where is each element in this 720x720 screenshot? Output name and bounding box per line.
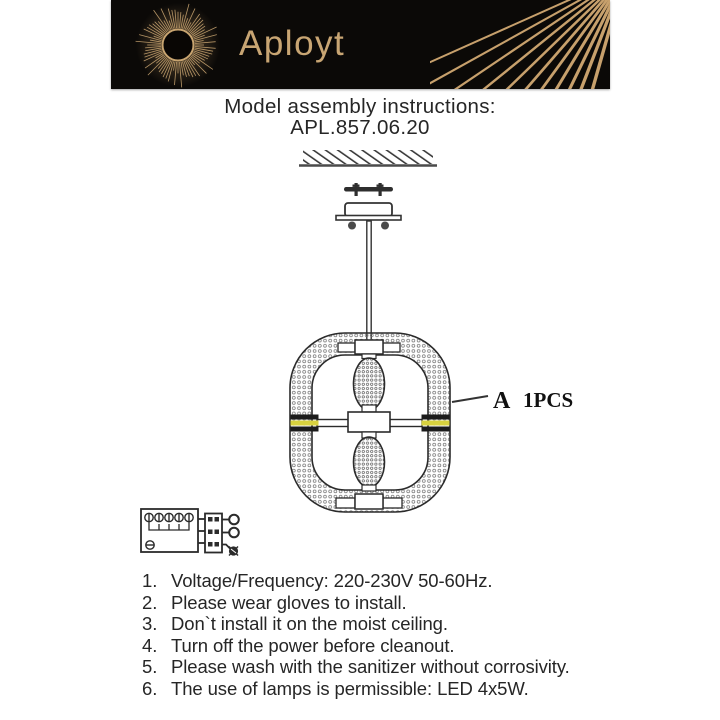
ring-accent-right: [422, 415, 450, 432]
instruction-number: 1.: [142, 570, 158, 591]
instruction-item: [142, 678, 612, 700]
instruction-text: The use of lamps is permissible: LED 4x5W.: [171, 677, 529, 699]
crossbar-right: [388, 420, 422, 427]
crossbar-left: [317, 420, 349, 427]
instruction-text: Please wear gloves to install.: [171, 591, 407, 613]
instruction-item: [142, 635, 612, 657]
top-hub: [355, 340, 383, 354]
ground-symbol: [229, 546, 238, 555]
part-callout: [452, 388, 573, 414]
model-number: APL.857.06.20: [290, 116, 430, 139]
instruction-text: Please wash with the sanitizer without corrosivity.: [171, 656, 570, 678]
wiring-diagram: [141, 509, 239, 556]
mounting-bar: [344, 183, 393, 196]
terminal-screws: [145, 513, 193, 521]
ceiling-hatch: [299, 150, 437, 166]
instruction-text: Voltage/Frequency: 220-230V 50-60Hz.: [171, 570, 493, 591]
bottom-hub: [355, 494, 383, 509]
page-title: Model assembly instructions:: [224, 95, 496, 118]
suspension-rod: [367, 221, 371, 341]
part-label: A: [493, 388, 511, 414]
center-hub: [348, 412, 390, 432]
instructions-list: [142, 570, 612, 700]
lamp-body: [290, 333, 450, 512]
instruction-item: [142, 570, 612, 592]
glass-shade-top: [354, 358, 385, 410]
canopy-screw: [381, 222, 389, 230]
brand-name: Aployt: [239, 24, 346, 63]
instruction-number: 2.: [142, 591, 158, 613]
instruction-text: Don`t install it on the moist ceiling.: [171, 613, 448, 635]
wire-loop: [229, 515, 239, 525]
terminal-block: [205, 514, 222, 553]
instruction-number: 3.: [142, 613, 158, 635]
wire-loop: [229, 528, 239, 538]
instruction-item: [142, 613, 612, 635]
glass-shade-bottom: [354, 437, 385, 487]
instruction-text: Turn off the power before cleanout.: [171, 634, 455, 656]
part-qty: 1PCS: [523, 388, 574, 412]
instruction-number: 4.: [142, 634, 158, 656]
leader-line: [452, 396, 488, 402]
instruction-number: 5.: [142, 656, 158, 678]
instruction-item: [142, 656, 612, 678]
terminal-contacts: [208, 517, 219, 547]
ring-accent-left: [291, 415, 319, 432]
canopy-screw: [348, 222, 356, 230]
instruction-item: [142, 592, 612, 614]
instruction-number: 6.: [142, 677, 158, 699]
